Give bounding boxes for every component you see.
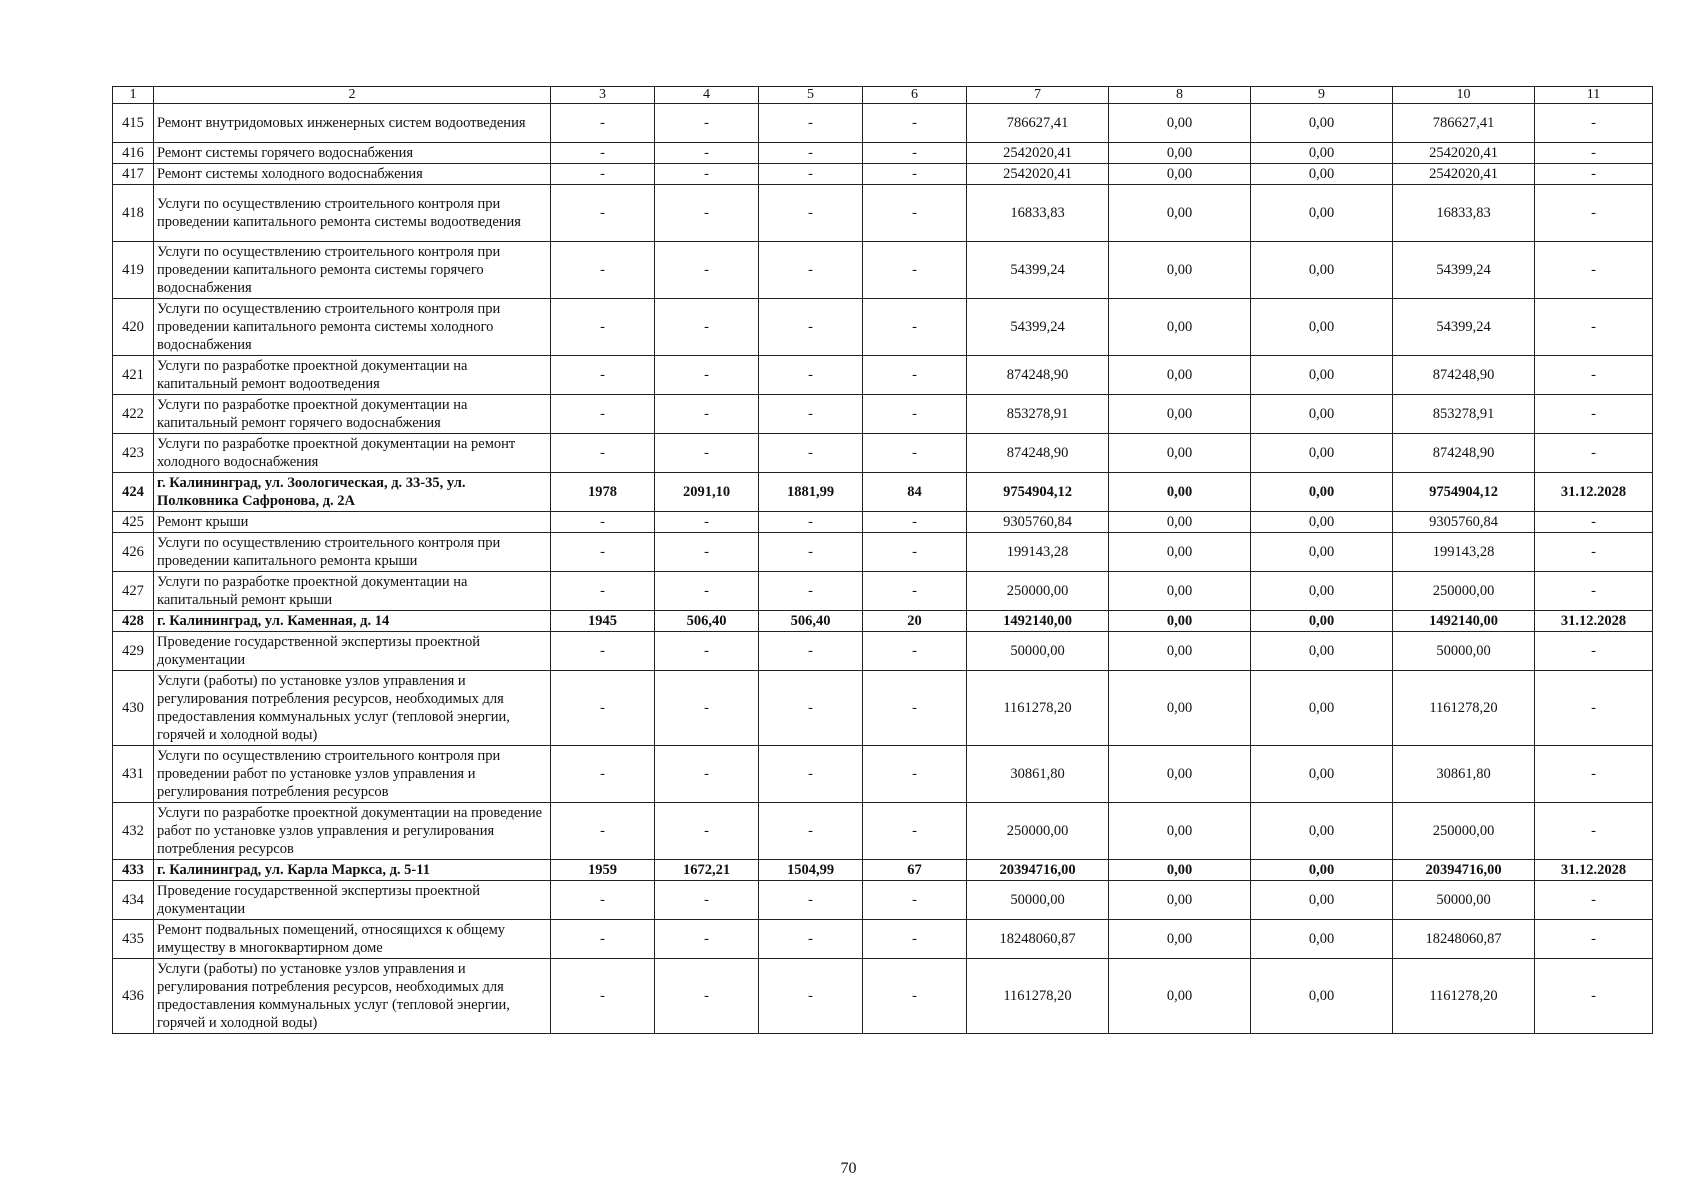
cell-row-number: 424 xyxy=(113,473,154,512)
cell-col-3: - xyxy=(551,803,655,860)
cell-col-8: 0,00 xyxy=(1109,572,1251,611)
cell-col-7: 250000,00 xyxy=(967,572,1109,611)
cell-col-9: 0,00 xyxy=(1251,164,1393,185)
table-row xyxy=(113,242,1653,299)
cell-col-9: 0,00 xyxy=(1251,611,1393,632)
cell-col-11: - xyxy=(1535,512,1653,533)
header-cell-8: 8 xyxy=(1109,87,1251,104)
cell-col-6: - xyxy=(863,104,967,143)
cell-col-4: 2091,10 xyxy=(655,473,759,512)
cell-col-4: - xyxy=(655,104,759,143)
cell-row-number: 416 xyxy=(113,143,154,164)
cell-col-10: 20394716,00 xyxy=(1393,860,1535,881)
cell-col-10: 1492140,00 xyxy=(1393,611,1535,632)
cell-col-6: - xyxy=(863,746,967,803)
table-row xyxy=(113,632,1653,671)
cell-col-6: - xyxy=(863,395,967,434)
cell-col-3: - xyxy=(551,242,655,299)
cell-description: г. Калининград, ул. Карла Маркса, д. 5-11 xyxy=(154,860,551,881)
cell-col-9: 0,00 xyxy=(1251,356,1393,395)
cell-col-4: - xyxy=(655,434,759,473)
cell-col-5: - xyxy=(759,803,863,860)
cell-row-number: 435 xyxy=(113,920,154,959)
cell-col-6: - xyxy=(863,671,967,746)
cell-description: г. Калининград, ул. Зоологическая, д. 33-35, ул. Полковника Сафронова, д. 2А xyxy=(154,473,551,512)
cell-col-7: 1161278,20 xyxy=(967,671,1109,746)
cell-col-7: 30861,80 xyxy=(967,746,1109,803)
cell-col-3: - xyxy=(551,746,655,803)
cell-col-11: - xyxy=(1535,803,1653,860)
cell-col-5: - xyxy=(759,572,863,611)
cell-col-5: 1504,99 xyxy=(759,860,863,881)
cell-col-4: - xyxy=(655,143,759,164)
cell-description: Услуги по осуществлению строительного контроля при проведении работ по установке узлов управления и регулирования потребления ресурсов xyxy=(154,746,551,803)
cell-col-11: 31.12.2028 xyxy=(1535,611,1653,632)
cell-col-10: 50000,00 xyxy=(1393,881,1535,920)
cell-col-9: 0,00 xyxy=(1251,920,1393,959)
cell-col-5: - xyxy=(759,164,863,185)
cell-col-7: 199143,28 xyxy=(967,533,1109,572)
header-cell-6: 6 xyxy=(863,87,967,104)
cell-col-9: 0,00 xyxy=(1251,512,1393,533)
cell-col-11: - xyxy=(1535,434,1653,473)
cell-row-number: 425 xyxy=(113,512,154,533)
cell-col-11: - xyxy=(1535,185,1653,242)
cell-col-7: 786627,41 xyxy=(967,104,1109,143)
cell-col-3: 1945 xyxy=(551,611,655,632)
cell-col-10: 250000,00 xyxy=(1393,803,1535,860)
cell-col-11: - xyxy=(1535,104,1653,143)
header-cell-7: 7 xyxy=(967,87,1109,104)
table-body xyxy=(113,87,1653,1034)
cell-col-7: 18248060,87 xyxy=(967,920,1109,959)
cell-col-6: - xyxy=(863,164,967,185)
cell-col-9: 0,00 xyxy=(1251,959,1393,1034)
cell-col-11: - xyxy=(1535,299,1653,356)
table-row xyxy=(113,299,1653,356)
cell-col-9: 0,00 xyxy=(1251,473,1393,512)
cell-col-4: - xyxy=(655,242,759,299)
cell-col-8: 0,00 xyxy=(1109,299,1251,356)
cell-col-5: - xyxy=(759,143,863,164)
cell-col-9: 0,00 xyxy=(1251,632,1393,671)
cell-col-5: - xyxy=(759,881,863,920)
cell-col-5: - xyxy=(759,434,863,473)
cell-col-3: - xyxy=(551,533,655,572)
cell-col-8: 0,00 xyxy=(1109,959,1251,1034)
cell-col-10: 18248060,87 xyxy=(1393,920,1535,959)
cell-col-3: 1959 xyxy=(551,860,655,881)
cell-col-8: 0,00 xyxy=(1109,746,1251,803)
table-row xyxy=(113,473,1653,512)
cell-col-6: 20 xyxy=(863,611,967,632)
cell-col-6: - xyxy=(863,533,967,572)
cell-col-5: 1881,99 xyxy=(759,473,863,512)
cell-row-number: 426 xyxy=(113,533,154,572)
cell-col-3: - xyxy=(551,164,655,185)
cell-col-3: - xyxy=(551,104,655,143)
cell-description: Услуги по разработке проектной документации на ремонт холодного водоснабжения xyxy=(154,434,551,473)
table-row xyxy=(113,920,1653,959)
cell-col-8: 0,00 xyxy=(1109,356,1251,395)
cell-col-11: 31.12.2028 xyxy=(1535,473,1653,512)
cell-col-9: 0,00 xyxy=(1251,671,1393,746)
table-row xyxy=(113,533,1653,572)
cell-description: Услуги по разработке проектной документации на проведение работ по установке узлов управления и регулирования потребления ресурсов xyxy=(154,803,551,860)
cell-col-7: 16833,83 xyxy=(967,185,1109,242)
cell-col-9: 0,00 xyxy=(1251,881,1393,920)
cell-col-6: - xyxy=(863,299,967,356)
cell-description: Ремонт системы холодного водоснабжения xyxy=(154,164,551,185)
header-row xyxy=(113,87,1653,104)
cell-col-8: 0,00 xyxy=(1109,611,1251,632)
cell-col-5: - xyxy=(759,356,863,395)
cell-row-number: 419 xyxy=(113,242,154,299)
cell-col-8: 0,00 xyxy=(1109,185,1251,242)
table-row xyxy=(113,164,1653,185)
cell-row-number: 434 xyxy=(113,881,154,920)
cell-col-10: 250000,00 xyxy=(1393,572,1535,611)
cell-col-3: - xyxy=(551,299,655,356)
header-cell-11: 11 xyxy=(1535,87,1653,104)
header-cell-9: 9 xyxy=(1251,87,1393,104)
table-row xyxy=(113,671,1653,746)
cell-col-3: - xyxy=(551,881,655,920)
cell-col-9: 0,00 xyxy=(1251,803,1393,860)
cell-col-5: - xyxy=(759,395,863,434)
cell-col-11: - xyxy=(1535,356,1653,395)
table-row xyxy=(113,959,1653,1034)
cell-col-5: - xyxy=(759,746,863,803)
cell-col-10: 54399,24 xyxy=(1393,242,1535,299)
cell-col-7: 54399,24 xyxy=(967,242,1109,299)
cell-col-6: - xyxy=(863,920,967,959)
cell-col-3: - xyxy=(551,434,655,473)
cell-col-4: - xyxy=(655,164,759,185)
header-cell-5: 5 xyxy=(759,87,863,104)
cell-col-6: - xyxy=(863,881,967,920)
header-cell-2: 2 xyxy=(154,87,551,104)
cell-col-9: 0,00 xyxy=(1251,242,1393,299)
cell-col-5: - xyxy=(759,104,863,143)
cell-col-8: 0,00 xyxy=(1109,164,1251,185)
capital-repair-table xyxy=(112,86,1653,1034)
cell-col-8: 0,00 xyxy=(1109,143,1251,164)
cell-col-5: - xyxy=(759,632,863,671)
cell-col-10: 16833,83 xyxy=(1393,185,1535,242)
cell-col-4: - xyxy=(655,632,759,671)
header-cell-1: 1 xyxy=(113,87,154,104)
cell-row-number: 428 xyxy=(113,611,154,632)
cell-col-3: - xyxy=(551,632,655,671)
cell-col-3: - xyxy=(551,512,655,533)
cell-col-8: 0,00 xyxy=(1109,632,1251,671)
cell-col-5: - xyxy=(759,242,863,299)
cell-col-11: - xyxy=(1535,242,1653,299)
cell-col-10: 9754904,12 xyxy=(1393,473,1535,512)
cell-description: Услуги по осуществлению строительного контроля при проведении капитального ремонта системы водоотведения xyxy=(154,185,551,242)
cell-col-10: 199143,28 xyxy=(1393,533,1535,572)
cell-col-3: - xyxy=(551,572,655,611)
cell-col-4: - xyxy=(655,959,759,1034)
cell-col-11: 31.12.2028 xyxy=(1535,860,1653,881)
header-cell-4: 4 xyxy=(655,87,759,104)
cell-row-number: 421 xyxy=(113,356,154,395)
cell-col-8: 0,00 xyxy=(1109,395,1251,434)
cell-col-10: 874248,90 xyxy=(1393,434,1535,473)
cell-col-8: 0,00 xyxy=(1109,533,1251,572)
cell-col-5: - xyxy=(759,185,863,242)
cell-col-11: - xyxy=(1535,881,1653,920)
cell-col-6: - xyxy=(863,512,967,533)
cell-col-8: 0,00 xyxy=(1109,803,1251,860)
cell-description: Услуги по осуществлению строительного контроля при проведении капитального ремонта крыши xyxy=(154,533,551,572)
cell-description: Проведение государственной экспертизы проектной документации xyxy=(154,881,551,920)
cell-col-10: 2542020,41 xyxy=(1393,164,1535,185)
cell-row-number: 418 xyxy=(113,185,154,242)
table-row xyxy=(113,572,1653,611)
cell-col-7: 2542020,41 xyxy=(967,164,1109,185)
cell-col-9: 0,00 xyxy=(1251,533,1393,572)
cell-col-8: 0,00 xyxy=(1109,920,1251,959)
cell-row-number: 431 xyxy=(113,746,154,803)
cell-col-10: 54399,24 xyxy=(1393,299,1535,356)
cell-col-6: - xyxy=(863,632,967,671)
cell-col-9: 0,00 xyxy=(1251,299,1393,356)
cell-col-9: 0,00 xyxy=(1251,395,1393,434)
cell-col-3: - xyxy=(551,356,655,395)
cell-col-4: 1672,21 xyxy=(655,860,759,881)
cell-col-9: 0,00 xyxy=(1251,185,1393,242)
cell-col-9: 0,00 xyxy=(1251,104,1393,143)
cell-col-8: 0,00 xyxy=(1109,473,1251,512)
document-sheet xyxy=(112,86,1652,1034)
cell-description: Проведение государственной экспертизы проектной документации xyxy=(154,632,551,671)
cell-col-8: 0,00 xyxy=(1109,881,1251,920)
cell-col-5: - xyxy=(759,671,863,746)
cell-col-6: - xyxy=(863,143,967,164)
cell-col-6: 67 xyxy=(863,860,967,881)
cell-row-number: 432 xyxy=(113,803,154,860)
cell-col-4: - xyxy=(655,356,759,395)
cell-col-8: 0,00 xyxy=(1109,104,1251,143)
cell-col-4: - xyxy=(655,299,759,356)
cell-col-11: - xyxy=(1535,572,1653,611)
cell-description: Услуги по разработке проектной документации на капитальный ремонт горячего водоснабжения xyxy=(154,395,551,434)
cell-row-number: 420 xyxy=(113,299,154,356)
table-row xyxy=(113,512,1653,533)
cell-col-10: 2542020,41 xyxy=(1393,143,1535,164)
cell-col-4: - xyxy=(655,395,759,434)
cell-col-11: - xyxy=(1535,671,1653,746)
cell-row-number: 427 xyxy=(113,572,154,611)
cell-col-8: 0,00 xyxy=(1109,512,1251,533)
cell-col-7: 54399,24 xyxy=(967,299,1109,356)
cell-col-7: 9754904,12 xyxy=(967,473,1109,512)
cell-col-9: 0,00 xyxy=(1251,746,1393,803)
cell-description: Ремонт системы горячего водоснабжения xyxy=(154,143,551,164)
cell-col-9: 0,00 xyxy=(1251,143,1393,164)
cell-col-10: 1161278,20 xyxy=(1393,671,1535,746)
cell-col-4: - xyxy=(655,803,759,860)
cell-col-7: 1492140,00 xyxy=(967,611,1109,632)
cell-col-6: - xyxy=(863,356,967,395)
page-number: 70 xyxy=(840,1160,857,1177)
cell-col-9: 0,00 xyxy=(1251,572,1393,611)
cell-col-6: - xyxy=(863,572,967,611)
table-row xyxy=(113,356,1653,395)
cell-col-6: - xyxy=(863,242,967,299)
cell-col-3: - xyxy=(551,920,655,959)
cell-col-9: 0,00 xyxy=(1251,860,1393,881)
cell-col-4: - xyxy=(655,746,759,803)
cell-col-4: - xyxy=(655,671,759,746)
cell-col-5: - xyxy=(759,512,863,533)
table-row xyxy=(113,395,1653,434)
cell-col-7: 2542020,41 xyxy=(967,143,1109,164)
table-row xyxy=(113,434,1653,473)
cell-col-4: - xyxy=(655,572,759,611)
cell-col-5: - xyxy=(759,920,863,959)
cell-row-number: 415 xyxy=(113,104,154,143)
cell-col-3: - xyxy=(551,959,655,1034)
header-cell-10: 10 xyxy=(1393,87,1535,104)
cell-col-7: 250000,00 xyxy=(967,803,1109,860)
cell-description: Услуги по разработке проектной документации на капитальный ремонт водоотведения xyxy=(154,356,551,395)
cell-col-4: - xyxy=(655,920,759,959)
cell-row-number: 417 xyxy=(113,164,154,185)
table-row xyxy=(113,860,1653,881)
cell-col-11: - xyxy=(1535,533,1653,572)
cell-col-3: - xyxy=(551,395,655,434)
cell-col-4: - xyxy=(655,881,759,920)
table-row xyxy=(113,746,1653,803)
cell-description: Услуги по осуществлению строительного контроля при проведении капитального ремонта системы горячего водоснабжения xyxy=(154,242,551,299)
cell-col-7: 874248,90 xyxy=(967,434,1109,473)
cell-description: Услуги по разработке проектной документации на капитальный ремонт крыши xyxy=(154,572,551,611)
cell-col-10: 50000,00 xyxy=(1393,632,1535,671)
table-row xyxy=(113,104,1653,143)
cell-col-3: - xyxy=(551,185,655,242)
table-row xyxy=(113,881,1653,920)
cell-row-number: 423 xyxy=(113,434,154,473)
cell-col-11: - xyxy=(1535,164,1653,185)
cell-description: Ремонт подвальных помещений, относящихся к общему имуществу в многоквартирном доме xyxy=(154,920,551,959)
cell-col-8: 0,00 xyxy=(1109,242,1251,299)
cell-col-10: 874248,90 xyxy=(1393,356,1535,395)
cell-col-8: 0,00 xyxy=(1109,434,1251,473)
cell-col-10: 30861,80 xyxy=(1393,746,1535,803)
cell-description: Ремонт крыши xyxy=(154,512,551,533)
cell-col-11: - xyxy=(1535,920,1653,959)
cell-col-7: 50000,00 xyxy=(967,632,1109,671)
header-cell-3: 3 xyxy=(551,87,655,104)
cell-col-3: - xyxy=(551,671,655,746)
cell-col-7: 874248,90 xyxy=(967,356,1109,395)
cell-col-7: 1161278,20 xyxy=(967,959,1109,1034)
cell-row-number: 430 xyxy=(113,671,154,746)
cell-col-5: - xyxy=(759,533,863,572)
cell-col-7: 853278,91 xyxy=(967,395,1109,434)
cell-description: г. Калининград, ул. Каменная, д. 14 xyxy=(154,611,551,632)
table-row xyxy=(113,611,1653,632)
cell-col-7: 50000,00 xyxy=(967,881,1109,920)
cell-col-11: - xyxy=(1535,959,1653,1034)
cell-col-3: 1978 xyxy=(551,473,655,512)
cell-col-4: - xyxy=(655,512,759,533)
cell-description: Ремонт внутридомовых инженерных систем водоотведения xyxy=(154,104,551,143)
cell-description: Услуги (работы) по установке узлов управления и регулирования потребления ресурсов, необходимых для предоставления коммунальных услуг (тепловой энергии, горячей и холодной воды) xyxy=(154,671,551,746)
cell-col-4: 506,40 xyxy=(655,611,759,632)
cell-col-5: - xyxy=(759,959,863,1034)
cell-col-7: 9305760,84 xyxy=(967,512,1109,533)
cell-col-4: - xyxy=(655,185,759,242)
cell-col-10: 786627,41 xyxy=(1393,104,1535,143)
cell-col-5: 506,40 xyxy=(759,611,863,632)
table-row xyxy=(113,143,1653,164)
cell-col-10: 1161278,20 xyxy=(1393,959,1535,1034)
cell-col-9: 0,00 xyxy=(1251,434,1393,473)
cell-row-number: 436 xyxy=(113,959,154,1034)
cell-col-8: 0,00 xyxy=(1109,671,1251,746)
cell-col-4: - xyxy=(655,533,759,572)
cell-col-3: - xyxy=(551,143,655,164)
cell-row-number: 433 xyxy=(113,860,154,881)
cell-col-6: - xyxy=(863,803,967,860)
cell-col-6: - xyxy=(863,959,967,1034)
cell-col-10: 9305760,84 xyxy=(1393,512,1535,533)
cell-col-11: - xyxy=(1535,746,1653,803)
cell-description: Услуги (работы) по установке узлов управления и регулирования потребления ресурсов, необходимых для предоставления коммунальных услуг (тепловой энергии, горячей и холодной воды) xyxy=(154,959,551,1034)
cell-col-5: - xyxy=(759,299,863,356)
table-row xyxy=(113,185,1653,242)
cell-col-7: 20394716,00 xyxy=(967,860,1109,881)
cell-description: Услуги по осуществлению строительного контроля при проведении капитального ремонта системы холодного водоснабжения xyxy=(154,299,551,356)
cell-row-number: 429 xyxy=(113,632,154,671)
table-row xyxy=(113,803,1653,860)
cell-row-number: 422 xyxy=(113,395,154,434)
cell-col-11: - xyxy=(1535,143,1653,164)
cell-col-10: 853278,91 xyxy=(1393,395,1535,434)
cell-col-11: - xyxy=(1535,632,1653,671)
cell-col-8: 0,00 xyxy=(1109,860,1251,881)
cell-col-6: - xyxy=(863,185,967,242)
cell-col-6: 84 xyxy=(863,473,967,512)
cell-col-11: - xyxy=(1535,395,1653,434)
cell-col-6: - xyxy=(863,434,967,473)
